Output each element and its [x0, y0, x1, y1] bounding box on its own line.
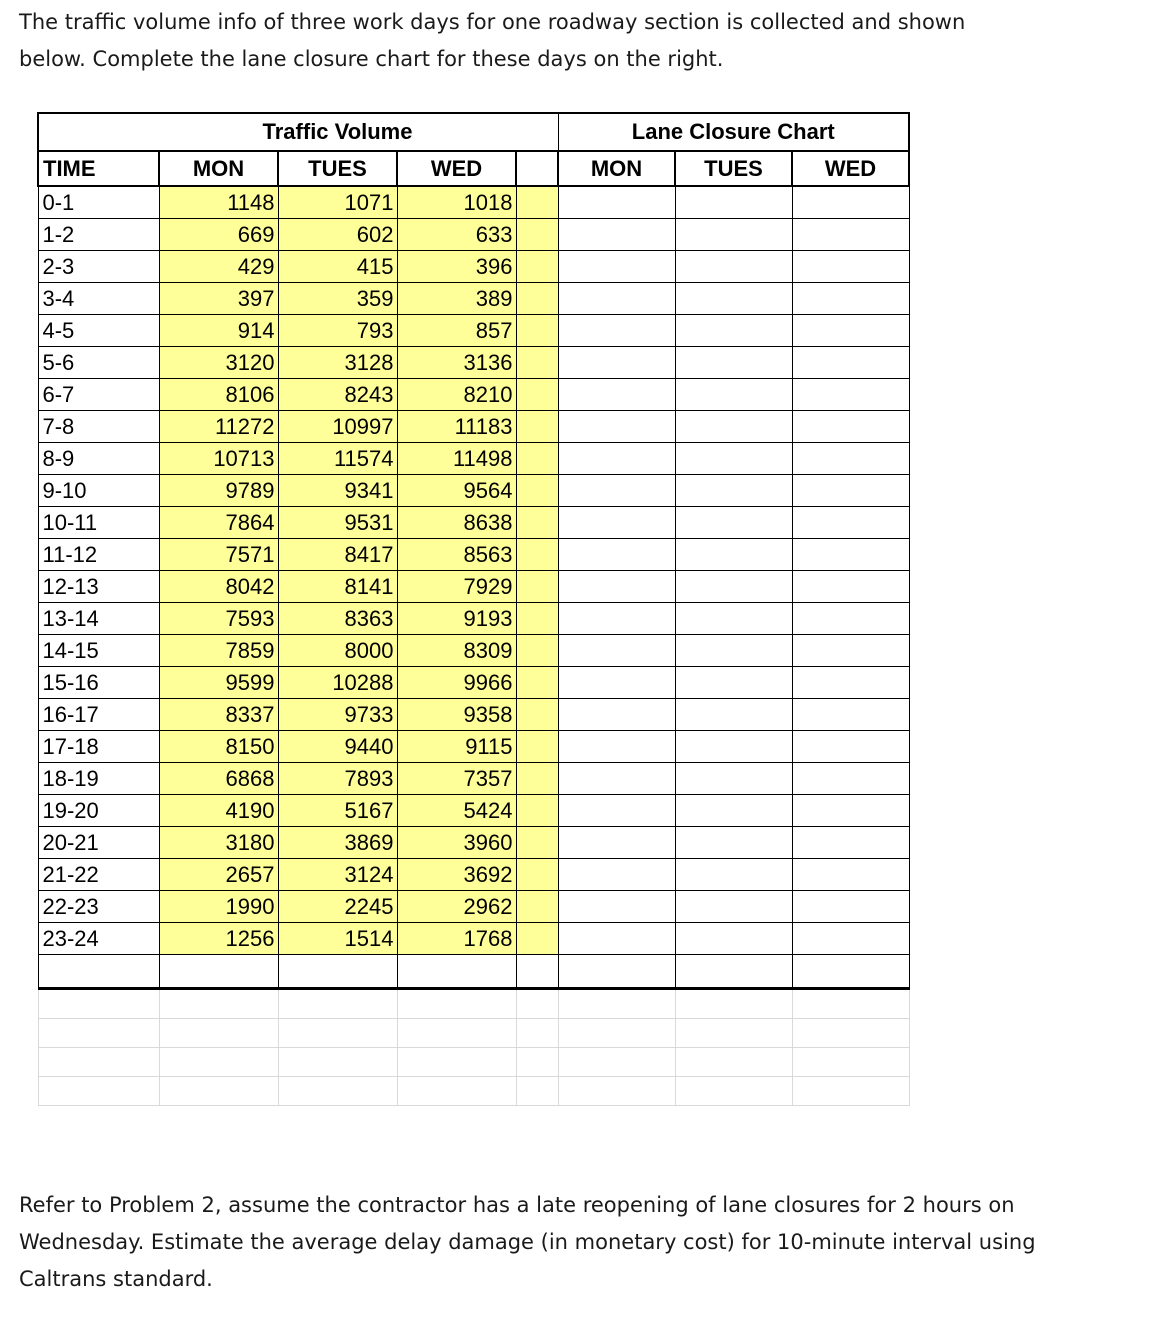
time-cell: 19-20: [38, 795, 159, 827]
table-row: [38, 827, 909, 859]
lc-wed-cell[interactable]: [792, 603, 909, 635]
separator-cell: [516, 923, 558, 955]
lc-wed-cell[interactable]: [792, 891, 909, 923]
grid-cell: [278, 1019, 397, 1048]
tues-volume-cell: 3124: [278, 859, 397, 891]
wed-volume-cell: 11498: [397, 443, 516, 475]
table-row: [38, 603, 909, 635]
time-cell: 2-3: [38, 251, 159, 283]
time-cell: 17-18: [38, 731, 159, 763]
separator-cell: [516, 411, 558, 443]
mon-volume-cell: 11272: [159, 411, 278, 443]
lc-wed-cell[interactable]: [792, 667, 909, 699]
grid-cell: [159, 1048, 278, 1077]
grid-cell: [278, 1077, 397, 1106]
table-row: [38, 731, 909, 763]
title-spacer-sep: [516, 113, 558, 151]
time-cell: 21-22: [38, 859, 159, 891]
grid-cell: [558, 1077, 675, 1106]
blank-cell: [278, 955, 397, 989]
time-header: TIME: [38, 151, 159, 186]
tues-volume-cell: 11574: [278, 443, 397, 475]
lc-tues-cell[interactable]: [675, 763, 792, 795]
blank-cell: [792, 955, 909, 989]
grid-row: [38, 989, 909, 1019]
grid-row: [38, 1019, 909, 1048]
grid-cell: [38, 1048, 159, 1077]
grid-cell: [397, 1019, 516, 1048]
separator-cell: [516, 859, 558, 891]
time-cell: 20-21: [38, 827, 159, 859]
separator-cell: [516, 443, 558, 475]
mon-volume-cell: 1256: [159, 923, 278, 955]
grid-cell: [38, 989, 159, 1019]
lc-mon-cell[interactable]: [558, 475, 675, 507]
grid-cell: [38, 1019, 159, 1048]
lc-wed-cell[interactable]: [792, 795, 909, 827]
separator-cell: [516, 795, 558, 827]
mon-volume-cell: 8150: [159, 731, 278, 763]
tues-volume-cell: 10997: [278, 411, 397, 443]
grid-cell: [675, 1048, 792, 1077]
lc-mon-cell[interactable]: [558, 251, 675, 283]
table-row: [38, 507, 909, 539]
wed-volume-cell: 857: [397, 315, 516, 347]
time-cell: 22-23: [38, 891, 159, 923]
tues-volume-cell: 7893: [278, 763, 397, 795]
mon-volume-cell: 10713: [159, 443, 278, 475]
grid-row: [38, 1048, 909, 1077]
lc-wed-cell[interactable]: [792, 315, 909, 347]
lc-mon-cell[interactable]: [558, 699, 675, 731]
table-row: [38, 859, 909, 891]
separator-cell: [516, 603, 558, 635]
table-row: [38, 283, 909, 315]
time-cell: 6-7: [38, 379, 159, 411]
wed-volume-cell: 8563: [397, 539, 516, 571]
tues-volume-cell: 602: [278, 219, 397, 251]
lc-wed-cell[interactable]: [792, 635, 909, 667]
lc-mon-cell[interactable]: [558, 635, 675, 667]
lc-wed-cell[interactable]: [792, 731, 909, 763]
lc-tues-cell[interactable]: [675, 283, 792, 315]
grid-cell: [159, 1019, 278, 1048]
wed-volume-cell: 9358: [397, 699, 516, 731]
mon-volume-cell: 7859: [159, 635, 278, 667]
lc-tues-cell[interactable]: [675, 827, 792, 859]
grid-cell: [278, 1048, 397, 1077]
wed-volume-cell: 7929: [397, 571, 516, 603]
mon-header: MON: [159, 151, 278, 186]
grid-cell: [558, 989, 675, 1019]
grid-cell: [558, 1019, 675, 1048]
lc-mon-cell[interactable]: [558, 571, 675, 603]
lc-tues-cell[interactable]: [675, 315, 792, 347]
lc-wed-header: WED: [792, 151, 909, 186]
tues-volume-cell: 3128: [278, 347, 397, 379]
separator-cell: [516, 219, 558, 251]
mon-volume-cell: 8042: [159, 571, 278, 603]
lc-mon-cell[interactable]: [558, 603, 675, 635]
table-row: [38, 571, 909, 603]
time-cell: 7-8: [38, 411, 159, 443]
time-cell: 9-10: [38, 475, 159, 507]
separator-cell: [516, 635, 558, 667]
mon-volume-cell: 4190: [159, 795, 278, 827]
table-row: [38, 475, 909, 507]
intro-paragraph: The traffic volume info of three work days for one roadway section is collected and shown below. Complete the lane closure chart for these days on the right.: [19, 10, 966, 71]
tues-volume-cell: 9733: [278, 699, 397, 731]
wed-volume-cell: 1018: [397, 186, 516, 219]
mon-volume-cell: 8106: [159, 379, 278, 411]
lc-tues-cell[interactable]: [675, 251, 792, 283]
lc-tues-cell[interactable]: [675, 667, 792, 699]
lc-tues-cell[interactable]: [675, 891, 792, 923]
wed-volume-cell: 9966: [397, 667, 516, 699]
lc-mon-cell[interactable]: [558, 859, 675, 891]
tues-volume-cell: 8141: [278, 571, 397, 603]
lc-tues-cell[interactable]: [675, 635, 792, 667]
table-row: [38, 635, 909, 667]
grid-cell: [558, 1048, 675, 1077]
mon-volume-cell: 3180: [159, 827, 278, 859]
grid-row: [38, 1077, 909, 1106]
separator-cell: [516, 475, 558, 507]
tues-header: TUES: [278, 151, 397, 186]
tues-volume-cell: 359: [278, 283, 397, 315]
time-cell: 13-14: [38, 603, 159, 635]
blank-cell: [516, 955, 558, 989]
table-row: [38, 379, 909, 411]
table-row: [38, 539, 909, 571]
lc-tues-cell[interactable]: [675, 571, 792, 603]
lc-wed-cell[interactable]: [792, 507, 909, 539]
lc-tues-cell[interactable]: [675, 539, 792, 571]
lc-tues-cell[interactable]: [675, 731, 792, 763]
lc-wed-cell[interactable]: [792, 827, 909, 859]
wed-volume-cell: 633: [397, 219, 516, 251]
lc-mon-cell[interactable]: [558, 539, 675, 571]
table-row: [38, 411, 909, 443]
blank-cell: [159, 955, 278, 989]
lc-wed-cell[interactable]: [792, 283, 909, 315]
time-cell: 10-11: [38, 507, 159, 539]
lc-tues-cell[interactable]: [675, 443, 792, 475]
grid-cell: [516, 1077, 558, 1106]
mon-volume-cell: 397: [159, 283, 278, 315]
wed-volume-cell: 3692: [397, 859, 516, 891]
traffic-volume-title: Traffic Volume: [159, 113, 516, 151]
table-row: [38, 347, 909, 379]
separator-cell: [516, 283, 558, 315]
grid-cell: [792, 1077, 909, 1106]
wed-volume-cell: 8210: [397, 379, 516, 411]
lc-mon-cell[interactable]: [558, 379, 675, 411]
tues-volume-cell: 3869: [278, 827, 397, 859]
separator-cell: [516, 251, 558, 283]
time-cell: 11-12: [38, 539, 159, 571]
grid-cell: [38, 1077, 159, 1106]
tues-volume-cell: 8000: [278, 635, 397, 667]
grid-cell: [397, 1048, 516, 1077]
time-cell: 18-19: [38, 763, 159, 795]
mon-volume-cell: 669: [159, 219, 278, 251]
wed-volume-cell: 9115: [397, 731, 516, 763]
lc-mon-cell[interactable]: [558, 731, 675, 763]
wed-volume-cell: 1768: [397, 923, 516, 955]
grid-cell: [675, 989, 792, 1019]
lc-mon-cell[interactable]: [558, 283, 675, 315]
table-row: [38, 667, 909, 699]
tues-volume-cell: 8417: [278, 539, 397, 571]
lc-tues-cell[interactable]: [675, 219, 792, 251]
tues-volume-cell: 1071: [278, 186, 397, 219]
table-row: [38, 443, 909, 475]
separator-cell: [516, 571, 558, 603]
time-cell: 4-5: [38, 315, 159, 347]
time-cell: 5-6: [38, 347, 159, 379]
tues-volume-cell: 9440: [278, 731, 397, 763]
tues-volume-cell: 9341: [278, 475, 397, 507]
lc-mon-cell[interactable]: [558, 763, 675, 795]
time-cell: 15-16: [38, 667, 159, 699]
wed-volume-cell: 8638: [397, 507, 516, 539]
lc-mon-cell[interactable]: [558, 347, 675, 379]
separator-cell: [516, 891, 558, 923]
grid-cell: [159, 1077, 278, 1106]
lc-tues-cell[interactable]: [675, 347, 792, 379]
mon-volume-cell: 7571: [159, 539, 278, 571]
blank-row: [38, 955, 909, 989]
blank-cell: [675, 955, 792, 989]
grid-cell: [675, 1019, 792, 1048]
lc-tues-cell[interactable]: [675, 699, 792, 731]
time-cell: 0-1: [38, 186, 159, 219]
separator-cell: [516, 699, 558, 731]
lc-mon-cell[interactable]: [558, 891, 675, 923]
table-row: [38, 699, 909, 731]
lc-wed-cell[interactable]: [792, 219, 909, 251]
tues-volume-cell: 2245: [278, 891, 397, 923]
lc-tues-cell[interactable]: [675, 603, 792, 635]
lc-wed-cell[interactable]: [792, 763, 909, 795]
time-cell: 23-24: [38, 923, 159, 955]
title-row: [38, 113, 909, 151]
wed-header: WED: [397, 151, 516, 186]
lc-tues-cell[interactable]: [675, 859, 792, 891]
tues-volume-cell: 8363: [278, 603, 397, 635]
mon-volume-cell: 8337: [159, 699, 278, 731]
time-cell: 16-17: [38, 699, 159, 731]
grid-cell: [159, 989, 278, 1019]
traffic-table: [37, 112, 910, 1106]
mon-volume-cell: 1990: [159, 891, 278, 923]
mon-volume-cell: 7593: [159, 603, 278, 635]
separator-header: [516, 151, 558, 186]
grid-cell: [516, 1019, 558, 1048]
mon-volume-cell: 9599: [159, 667, 278, 699]
table-row: [38, 315, 909, 347]
tues-volume-cell: 415: [278, 251, 397, 283]
lc-tues-cell[interactable]: [675, 411, 792, 443]
lc-tues-cell[interactable]: [675, 507, 792, 539]
mon-volume-cell: 2657: [159, 859, 278, 891]
wed-volume-cell: 9564: [397, 475, 516, 507]
wed-volume-cell: 3136: [397, 347, 516, 379]
question-paragraph: Refer to Problem 2, assume the contractor has a late reopening of lane closures for 2 hours on Wednesday. Estimate the average delay damage (in monetary cost) for 10-minute interval using Caltrans standard.: [19, 1193, 1036, 1291]
wed-volume-cell: 9193: [397, 603, 516, 635]
grid-cell: [397, 989, 516, 1019]
lc-mon-cell[interactable]: [558, 443, 675, 475]
lc-mon-cell[interactable]: [558, 186, 675, 219]
lc-mon-header: MON: [558, 151, 675, 186]
grid-cell: [792, 1048, 909, 1077]
time-cell: 12-13: [38, 571, 159, 603]
grid-cell: [516, 989, 558, 1019]
tues-volume-cell: 9531: [278, 507, 397, 539]
grid-cell: [792, 989, 909, 1019]
lc-wed-cell[interactable]: [792, 859, 909, 891]
lc-wed-cell[interactable]: [792, 923, 909, 955]
grid-cell: [278, 989, 397, 1019]
time-cell: 8-9: [38, 443, 159, 475]
table-row: [38, 763, 909, 795]
mon-volume-cell: 9789: [159, 475, 278, 507]
wed-volume-cell: 8309: [397, 635, 516, 667]
tues-volume-cell: 793: [278, 315, 397, 347]
lc-wed-cell[interactable]: [792, 411, 909, 443]
lc-mon-cell[interactable]: [558, 507, 675, 539]
separator-cell: [516, 539, 558, 571]
tues-volume-cell: 8243: [278, 379, 397, 411]
lc-wed-cell[interactable]: [792, 571, 909, 603]
mon-volume-cell: 3120: [159, 347, 278, 379]
lc-tues-header: TUES: [675, 151, 792, 186]
header-row: [38, 151, 909, 186]
blank-cell: [397, 955, 516, 989]
lc-wed-cell[interactable]: [792, 379, 909, 411]
grid-cell: [516, 1048, 558, 1077]
lc-tues-cell[interactable]: [675, 379, 792, 411]
lc-wed-cell[interactable]: [792, 699, 909, 731]
wed-volume-cell: 5424: [397, 795, 516, 827]
grid-cell: [675, 1077, 792, 1106]
table-row: [38, 891, 909, 923]
separator-cell: [516, 667, 558, 699]
time-cell: 3-4: [38, 283, 159, 315]
tues-volume-cell: 1514: [278, 923, 397, 955]
lc-wed-cell[interactable]: [792, 186, 909, 219]
mon-volume-cell: 914: [159, 315, 278, 347]
lc-mon-cell[interactable]: [558, 923, 675, 955]
tues-volume-cell: 10288: [278, 667, 397, 699]
grid-cell: [397, 1077, 516, 1106]
mon-volume-cell: 429: [159, 251, 278, 283]
lc-mon-cell[interactable]: [558, 411, 675, 443]
lc-wed-cell[interactable]: [792, 347, 909, 379]
wed-volume-cell: 11183: [397, 411, 516, 443]
time-cell: 14-15: [38, 635, 159, 667]
traffic-volume-sheet: [37, 112, 910, 1106]
separator-cell: [516, 347, 558, 379]
lc-mon-cell[interactable]: [558, 219, 675, 251]
table-row: [38, 251, 909, 283]
lc-wed-cell[interactable]: [792, 443, 909, 475]
table-row: [38, 219, 909, 251]
lc-mon-cell[interactable]: [558, 315, 675, 347]
tues-volume-cell: 5167: [278, 795, 397, 827]
lc-wed-cell[interactable]: [792, 251, 909, 283]
mon-volume-cell: 6868: [159, 763, 278, 795]
separator-cell: [516, 731, 558, 763]
table-row: [38, 186, 909, 219]
table-row: [38, 795, 909, 827]
lc-tues-cell[interactable]: [675, 186, 792, 219]
mon-volume-cell: 1148: [159, 186, 278, 219]
lc-tues-cell[interactable]: [675, 923, 792, 955]
grid-cell: [792, 1019, 909, 1048]
separator-cell: [516, 827, 558, 859]
lc-wed-cell[interactable]: [792, 475, 909, 507]
wed-volume-cell: 389: [397, 283, 516, 315]
lc-mon-cell[interactable]: [558, 795, 675, 827]
lane-closure-title: Lane Closure Chart: [558, 113, 909, 151]
separator-cell: [516, 379, 558, 411]
lc-tues-cell[interactable]: [675, 475, 792, 507]
separator-cell: [516, 315, 558, 347]
separator-cell: [516, 186, 558, 219]
blank-cell: [558, 955, 675, 989]
lc-mon-cell[interactable]: [558, 827, 675, 859]
table-row: [38, 923, 909, 955]
wed-volume-cell: 7357: [397, 763, 516, 795]
lc-mon-cell[interactable]: [558, 667, 675, 699]
time-cell: 1-2: [38, 219, 159, 251]
separator-cell: [516, 763, 558, 795]
lc-tues-cell[interactable]: [675, 795, 792, 827]
wed-volume-cell: 396: [397, 251, 516, 283]
separator-cell: [516, 507, 558, 539]
blank-cell: [38, 955, 159, 989]
title-spacer: [38, 113, 159, 151]
mon-volume-cell: 7864: [159, 507, 278, 539]
wed-volume-cell: 2962: [397, 891, 516, 923]
wed-volume-cell: 3960: [397, 827, 516, 859]
lc-wed-cell[interactable]: [792, 539, 909, 571]
